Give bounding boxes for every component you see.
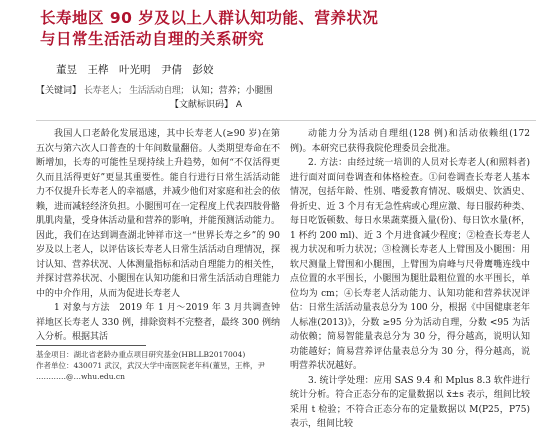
right-paragraph-1: 动能力分为活动自理组(128 例)和活动依赖组(172 例)。本研究已获得我院伦理委员会批准。: [290, 129, 530, 154]
keywords-blurred-a: 长寿老人；: [83, 86, 127, 96]
footnotes: [36, 349, 286, 382]
left-paragraph-2: 1 对象与方法 2019 年 1 月～2019 年 3 月共调查钟祥地区长寿老人 330 例，排除资料不完整者，最终 300 例纳入分析。根据其活: [36, 303, 280, 342]
document-id-code: 【文献标识码】 A: [170, 100, 243, 110]
right-paragraph-3: 3. 统计学处理：应用 SAS 9.4 和 Mplus 8.3 软件进行统计分析。符合正态分布的定量数据以 x̄±s 表示，组间比较采用 t 检验；不符合正态分布的定量数据以 M(P25，P75)表示，组间比较: [290, 375, 530, 429]
keywords-terms: 认知；营养；小腿围: [191, 86, 273, 96]
author-list: 董昱 王桦 叶光明 尹倩 彭姣: [56, 64, 214, 76]
title-line-1: 长寿地区 90 岁及以上人群认知功能、营养状况: [40, 9, 379, 27]
keywords-blurred-b: 生活活动自理；: [129, 86, 189, 96]
left-column: [36, 127, 280, 345]
keywords-label: 【关键词】: [36, 86, 82, 96]
footnote-affiliation: 作者单位：430071 武汉，武汉大学中南医院老年科(董昱，王桦，尹: [36, 361, 265, 370]
title-line-2: 与日常生活活动自理的关系研究: [40, 30, 265, 48]
right-column: [290, 127, 530, 432]
right-paragraph-2: 2. 方法：由经过统一培训的人员对长寿老人(和照料者)进行面对面问卷调查和体格检查。①问卷调查长寿老人基本情况，包括年龄、性别、嗜爱教育情况、吸烟史、饮酒史、骨折史、近 3 个月有无急性病或心理应激、每日服药种类、每日吃饭顿数、每日水果蔬菜摄入量(份)、每日饮水量(杯，1 杯约 200 ml)、近 3 个月进食减少程度；②检查长寿老人视力状况和听力状况；③检测长寿老人上臂围及小腿围：用软尺测量上臂围和小腿围，上臂围为肩峰与尺骨鹰嘴连线中点位置的水平围长，小腿围为腿肚最粗位置的水平围长，单位均为 cm；④长寿老人活动能力、认知功能和营养状况评估：日常生活活动量表总分为 100 分，根据《中国健康老年人标准(2013)》，分数 ≥95 分为活动自理，分数 <95 为活动依赖；简易智能量表总分为 30 分，得分越高，说明认知功能越好；简易营养评估量表总分为 30 分，得分越高，说明营养状况越好。: [290, 158, 530, 371]
footnote-email: …………@…whu.edu.cn: [36, 372, 125, 381]
article-title: [40, 8, 540, 50]
left-paragraph-1: 我国人口老龄化发展迅速，其中长寿老人(≥90 岁)在第五次与第六次人口普查的十年间数量翻倍。人类期望寿命在不断增加，长寿的可能性呈现持续上升趋势，如何“不仅活得更久而且活得更好”更显其重要性。能自行进行日常生活活动能力不仅提升长寿老人的幸福感，并减少他们对家庭和社会的依赖，进而减轻经济负担。小腿围可在一定程度上代表四肢骨骼肌肌肉量，受身体活动量和营养的影响，并能预测活动能力。因此，我们在达到调查湖北钟祥市这一“世界长寿之乡”的 90 岁及以上老人，以评估该长寿老人日常生活活动自理情况，探讨认知、营养状况、人体测量指标和活动自理能力的相关性，并探讨营养状况、小腿围在认知功能和日常生活活动自理能力中的中介作用，从而为促进长寿老人: [36, 129, 280, 299]
footnote-divider: [36, 345, 146, 346]
footnote-fund: 基金项目：湖北省老龄办重点项目研究基金(HBLLB2017004): [36, 350, 246, 359]
header-divider: [36, 120, 536, 121]
keywords-block: [36, 84, 466, 110]
